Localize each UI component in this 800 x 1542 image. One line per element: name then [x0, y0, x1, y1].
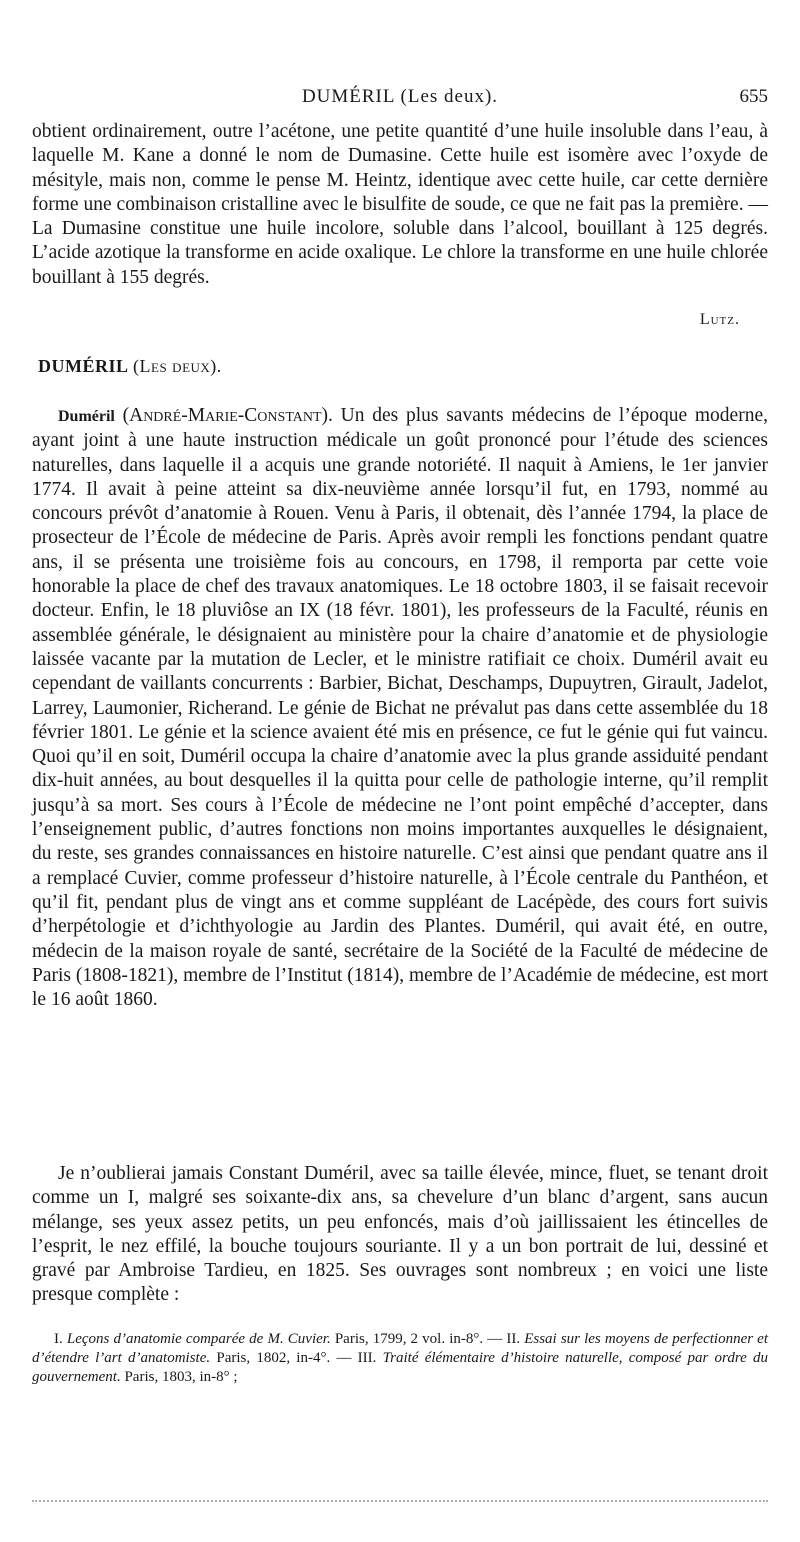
author-signature: Lutz. [699, 311, 740, 328]
bibliography-footnote [32, 1330, 768, 1387]
page-number: 655 [739, 86, 768, 107]
biography-lead-name: Duméril [58, 408, 115, 425]
footnote-ref-1: Paris, 1799, 2 vol. in-8°. — II. [330, 1331, 525, 1347]
footnote-ref-2: Paris, 1802, in-4°. — III. [210, 1350, 383, 1366]
footnote-title-3: Traité élémentaire d’histoire naturelle, composé par ordre du gouvernement. [32, 1350, 768, 1385]
memoir-paragraph: Je n’oublierai jamais Constant Duméril, avec sa taille élevée, mince, fluet, se tenant droit comme un I, malgré ses soixante-dix ans, sa chevelure d’un blanc d’argent, sans aucun mélange, ses yeux assez petits, un peu enfoncés, mais d’où jaillissaient les étincelles de l’esprit, le nez effilé, la bouche toujours souriante. Il y a un bon portrait de lui, dessiné et gravé par Ambroise Tardieu, en 1825. Ses ouvrages sont nombreux ; en voici une liste presque complète : [32, 1163, 768, 1306]
page-bottom-rule [32, 1500, 768, 1502]
biography-text: Un des plus savants médecins de l’époque moderne, ayant joint à une haute instruction médicale un goût prononcé pour l’étude des sciences naturelles, dans laquelle il a acquis une grande notoriété. Il naquit à Amiens, le 1er janvier 1774. Il avait à peine atteint sa dix-neuvième année lorsqu’il fut, en 1793, nommé au concours prévôt d’anatomie à Rouen. Venu à Paris, il obtenait, dès l’année 1794, la place de prosecteur de l’École de médecine de Paris. Après avoir rempli les fonctions pendant quatre ans, il se présenta une troisième fois au concours, en 1798, il remporta par cette voie honorable la place de chef des travaux anatomiques. Le 18 octobre 1803, il se faisait recevoir docteur. Enfin, le 18 pluviôse an IX (18 févr. 1801), les professeurs de la Faculté, réunis en assemblée générale, le désignaient au ministère pour la chaire d’anatomie et de physiologie laissée vacante par la mutation de Lecler, et le ministre ratifiait ce choix. Duméril avait eu cependant de vaillants concurrents : Barbier, Bichat, Deschamps, Dupuytren, Girault, Jadelot, Larrey, Laumonier, Richerand. Le génie de Bichat ne prévalut pas dans cette assemblée du 18 février 1801. Le génie et la science avaient été mis en présence, ce fut le génie qui fut vaincu. Quoi qu’il en soit, Duméril occupa la chaire d’anatomie avec la plus grande assiduité pendant dix-huit années, au bout desquelles il la quitta pour celle de pathologie interne, qu’il remplit jusqu’à sa mort. Ses cours à l’École de médecine ne l’ont point empêché d’accepter, dans l’enseignement public, d’autres fonctions non moins importantes auxquelles le désignaient, du reste, ses grandes connaissances en histoire naturelle. C’est ainsi que pendant quatre ans il a remplacé Cuvier, comme professeur d’histoire naturelle, à l’École centrale du Panthéon, et qu’il fit, pendant plus de vingt ans et comme suppléant de Lacépède, des cours fort suivis d’herpétologie et d’ichthyologie au Jardin des Plantes. Duméril, qui avait été, en outre, médecin de la maison royale de santé, secrétaire de la Société de la Faculté de médecine de Paris (1808-1821), membre de l’Institut (1814), membre de l’Académie de médecine, est mort le 16 août 1860. [32, 405, 768, 1011]
entry-heading-name: DUMÉRIL [38, 356, 129, 376]
biography-full-name: (André-Marie-Constant). [122, 405, 333, 426]
entry-heading [38, 356, 222, 377]
biography-paragraph [32, 404, 768, 1012]
intro-paragraph: obtient ordinairement, outre l’acétone, une petite quantité d’une huile insoluble dans l’eau, à laquelle M. Kane a donné le nom de Dumasine. Cette huile est isomère avec l’oxyde de mésityle, mais non, comme le pense M. Heintz, identique avec cette huile, car cette dernière forme une combinaison cristalline avec le bisulfite de soude, ce que ne fait pas la première. — La Dumasine constitue une huile incolore, soluble dans l’alcool, bouillant à 125 degrés. L’acide azotique la transforme en acide oxalique. Le chlore la transforme en une huile chlorée bouillant à 155 degrés. [32, 121, 768, 288]
entry-heading-subtitle: (Les deux). [133, 356, 222, 376]
footnote-title-1: Leçons d’anatomie comparée de M. Cuvier. [66, 1331, 331, 1347]
running-head [0, 86, 800, 116]
running-title: DUMÉRIL (Les deux). [301, 86, 499, 107]
footnote-ref-3: Paris, 1803, in-8° ; [120, 1369, 238, 1385]
footnote-title-2: Essai sur les moyens de perfectionner et d’étendre l’art d’anatomiste. [32, 1331, 769, 1366]
footnote-numeral-1: I. [54, 1331, 63, 1347]
